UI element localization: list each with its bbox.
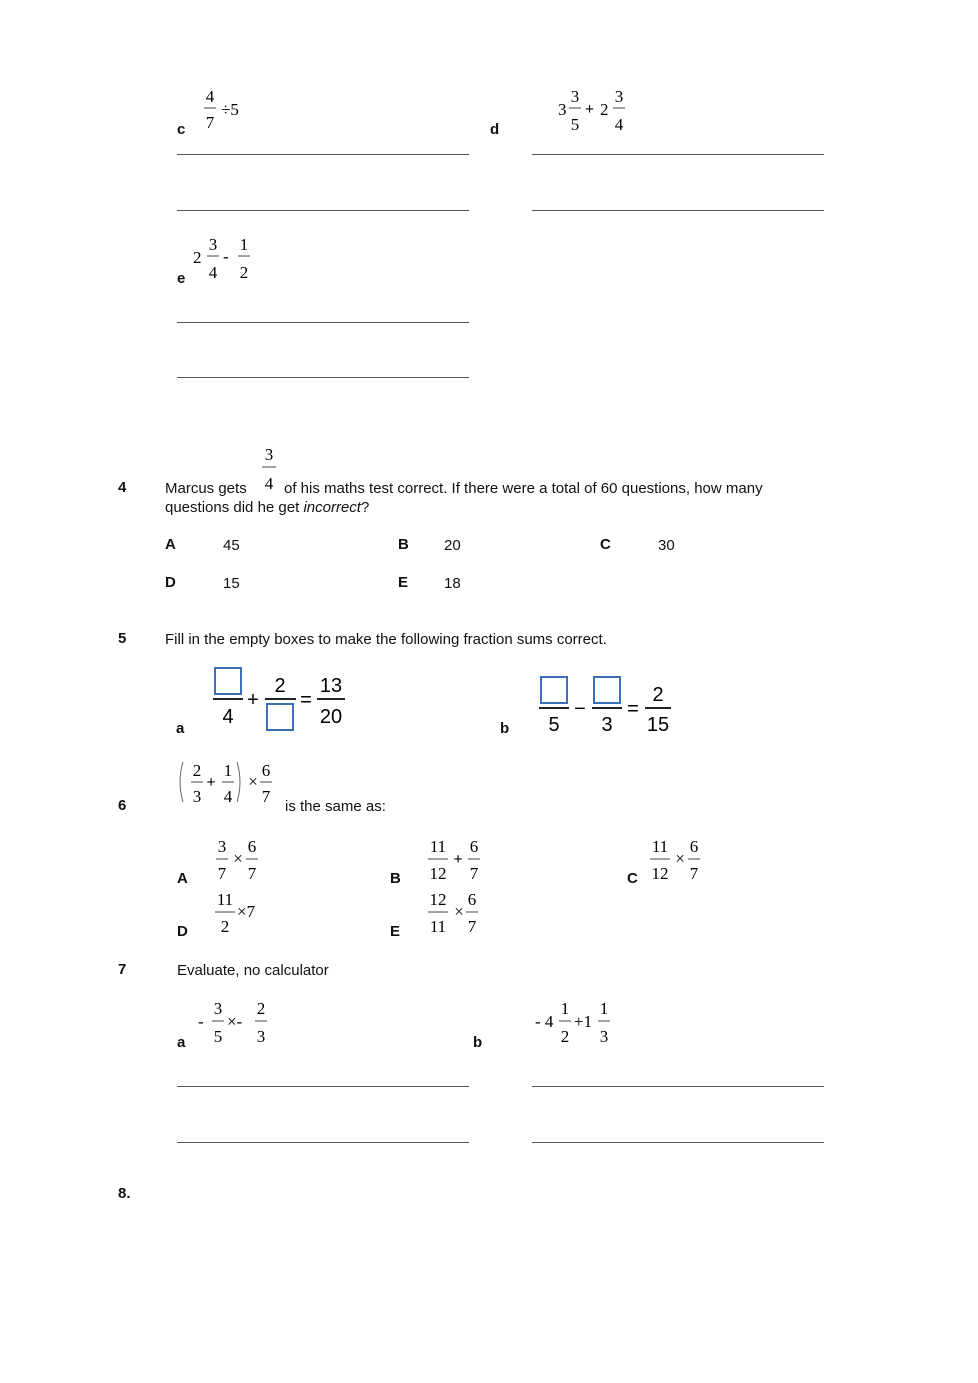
- plus-sign: +: [247, 689, 259, 711]
- numerator-1: 12: [429, 890, 447, 909]
- denominator-3: 7: [261, 787, 271, 806]
- answer-line-7a2[interactable]: [177, 1142, 469, 1143]
- q4-option-e-letter[interactable]: E: [398, 574, 409, 591]
- answer-line-7a1[interactable]: [177, 1086, 469, 1087]
- operator: ×: [233, 849, 243, 868]
- answer-line-c2[interactable]: [177, 210, 469, 211]
- part-label-d: d: [490, 121, 500, 138]
- numerator-2: 6: [689, 837, 699, 856]
- numerator-1: 3: [217, 837, 227, 856]
- numerator-2: 2: [274, 675, 286, 697]
- q6-option-b-expression: [424, 835, 490, 885]
- q4-option-a-value: 45: [223, 537, 240, 554]
- denominator-1: 3: [192, 787, 202, 806]
- q6-option-d-letter[interactable]: D: [177, 923, 188, 940]
- denominator-1: 2: [220, 917, 230, 936]
- operator: ×-: [227, 1012, 243, 1031]
- negative-sign: -: [198, 1012, 204, 1031]
- operator: +: [453, 851, 463, 868]
- question-number-8: 8.: [118, 1185, 131, 1202]
- q4-option-d-letter[interactable]: D: [165, 574, 176, 591]
- part-label-7a: a: [177, 1034, 186, 1051]
- empty-box-numerator-1[interactable]: [541, 677, 567, 703]
- part-label-5b: b: [500, 720, 510, 737]
- answer-line-d2[interactable]: [532, 210, 824, 211]
- numerator-1: 3: [570, 87, 580, 106]
- plus-sign: +: [206, 774, 216, 791]
- right-bracket: [237, 762, 240, 802]
- whole-1: 3: [558, 100, 567, 119]
- equals-sign: =: [300, 689, 312, 711]
- part-label-7b: b: [473, 1034, 483, 1051]
- denominator-2: 7: [247, 864, 257, 883]
- denominator-2: 7: [469, 864, 479, 883]
- q4-text-before: Marcus gets: [165, 480, 247, 497]
- numerator-1: 11: [429, 837, 447, 856]
- answer-line-e1[interactable]: [177, 322, 469, 323]
- part-label-e: e: [177, 270, 186, 287]
- numerator-1: 3: [213, 999, 223, 1018]
- numerator-1: 2: [192, 761, 202, 780]
- numerator: 4: [205, 87, 215, 106]
- numerator-2: 2: [256, 999, 266, 1018]
- denominator-1: 4: [208, 263, 218, 282]
- numerator-1: 11: [216, 890, 234, 909]
- denominator-1: 12: [429, 864, 447, 883]
- operator: ×: [675, 849, 685, 868]
- operator: ×7: [237, 902, 256, 921]
- empty-box-numerator-2[interactable]: [594, 677, 620, 703]
- q4-option-e-value: 18: [444, 575, 461, 592]
- q4-option-b-value: 20: [444, 537, 461, 554]
- q6-option-e-expression: [424, 888, 490, 938]
- q4-option-c-value: 30: [658, 537, 675, 554]
- q6-option-e-letter[interactable]: E: [390, 923, 401, 940]
- q4-option-d-value: 15: [223, 575, 240, 592]
- numerator-2: 6: [469, 837, 479, 856]
- denominator-2: 7: [467, 917, 477, 936]
- denominator-2: 2: [239, 263, 249, 282]
- q6-option-a-letter[interactable]: A: [177, 870, 188, 887]
- numerator-2: 1: [223, 761, 233, 780]
- q6-option-a-expression: [210, 835, 266, 885]
- numerator-1: 11: [651, 837, 669, 856]
- operator: ÷5: [221, 100, 239, 119]
- operator: -: [223, 247, 229, 266]
- whole-1: 2: [193, 248, 202, 267]
- q6-option-b-letter[interactable]: B: [390, 870, 401, 887]
- left-bracket: [180, 762, 183, 802]
- fraction-expression-c: [200, 86, 250, 136]
- whole-2: 2: [600, 100, 609, 119]
- q4-line2-after: ?: [360, 499, 370, 516]
- q4-text-after: of his maths test correct. If there were a total of 60 questions, how many: [284, 480, 763, 497]
- empty-box-numerator[interactable]: [215, 668, 241, 694]
- q4-option-b-letter[interactable]: B: [398, 536, 409, 553]
- numerator-3: 6: [261, 761, 271, 780]
- q6-option-d-expression: [210, 888, 270, 938]
- numerator-1: 3: [208, 235, 218, 254]
- answer-line-e2[interactable]: [177, 377, 469, 378]
- q7a-expression: [195, 998, 275, 1048]
- q4-text-line2: [165, 498, 369, 517]
- part-label-c: c: [177, 121, 186, 138]
- answer-line-7b1[interactable]: [532, 1086, 824, 1087]
- fraction-expression-d: [555, 86, 635, 136]
- denominator-2: 4: [614, 115, 624, 134]
- q6-expression: [175, 757, 283, 809]
- q4-fraction: [258, 442, 280, 494]
- operator: +: [585, 101, 595, 118]
- denominator-1: 5: [213, 1027, 223, 1046]
- numerator-2: 1: [239, 235, 249, 254]
- numerator-2: 3: [614, 87, 624, 106]
- numerator-3: 2: [652, 684, 664, 706]
- equals-sign: =: [627, 698, 639, 720]
- denominator-1: 11: [429, 917, 447, 936]
- q4-option-a-letter[interactable]: A: [165, 536, 176, 553]
- denominator-2: 3: [601, 714, 613, 736]
- numerator-1: 1: [560, 999, 570, 1018]
- denominator-2: 3: [256, 1027, 266, 1046]
- denominator-1: 5: [548, 714, 560, 736]
- empty-box-denominator[interactable]: [267, 704, 293, 730]
- question-number-6: 6: [118, 797, 127, 814]
- denominator-1: 12: [651, 864, 669, 883]
- fraction-expression-e: [190, 234, 260, 284]
- q5-text: Fill in the empty boxes to make the following fraction sums correct.: [165, 631, 607, 648]
- part-label-5a: a: [176, 720, 185, 737]
- q5b-equation: [530, 672, 680, 738]
- denominator-3: 20: [319, 706, 343, 728]
- numerator: 3: [264, 445, 274, 464]
- numerator-2: 1: [599, 999, 609, 1018]
- minus-sign: −: [574, 698, 586, 720]
- answer-line-7b2[interactable]: [532, 1142, 824, 1143]
- times-sign: ×: [248, 772, 258, 791]
- negative-whole: - 4: [535, 1012, 554, 1031]
- question-number-5: 5: [118, 630, 127, 647]
- q6-option-c-expression: [646, 835, 712, 885]
- answer-line-c1[interactable]: [177, 154, 469, 155]
- q4-line2-before: questions did he get: [165, 499, 304, 516]
- operator: +1: [574, 1012, 593, 1031]
- numerator-2: 6: [467, 890, 477, 909]
- denominator-3: 15: [646, 714, 670, 736]
- q6-text: is the same as:: [285, 798, 386, 815]
- operator: ×: [454, 902, 464, 921]
- q7b-expression: [532, 998, 622, 1048]
- q4-option-c-letter[interactable]: C: [600, 536, 611, 553]
- denominator-1: 4: [222, 706, 234, 728]
- denominator-2: 4: [223, 787, 233, 806]
- q4-line2-emphasis: incorrect: [303, 499, 361, 516]
- numerator-3: 13: [319, 675, 343, 697]
- answer-line-d1[interactable]: [532, 154, 824, 155]
- denominator-1: 7: [217, 864, 227, 883]
- q5a-equation: [205, 664, 355, 736]
- numerator-2: 6: [247, 837, 257, 856]
- denominator-2: 7: [689, 864, 699, 883]
- denominator: 4: [264, 474, 274, 493]
- denominator-1: 5: [570, 115, 580, 134]
- question-number-7: 7: [118, 961, 127, 978]
- denominator-2: 3: [599, 1027, 609, 1046]
- question-number-4: 4: [118, 479, 127, 496]
- q7-text: Evaluate, no calculator: [177, 962, 329, 979]
- denominator: 7: [205, 113, 215, 132]
- q6-option-c-letter[interactable]: C: [627, 870, 638, 887]
- denominator-1: 2: [560, 1027, 570, 1046]
